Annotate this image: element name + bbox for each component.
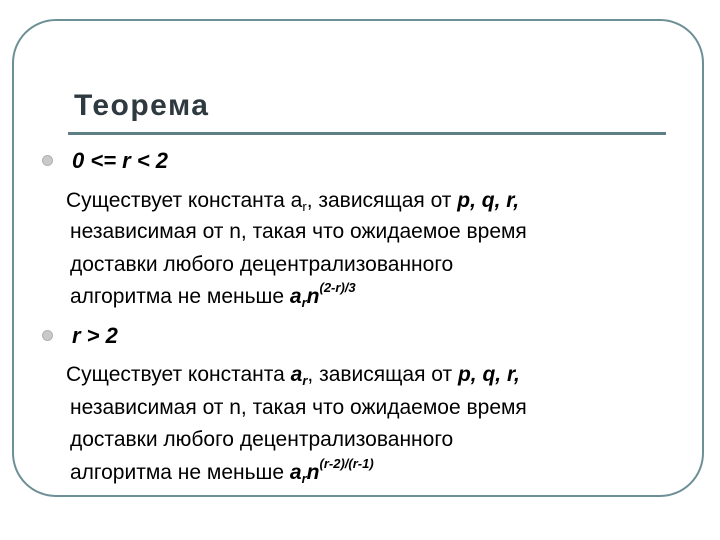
title-divider [68, 132, 666, 135]
constant-subscript: r [302, 373, 308, 388]
condition-heading: r > 2 [72, 323, 118, 348]
statement-text: , зависящая от [306, 189, 458, 212]
statement-text: алгоритма не меньше [70, 461, 290, 484]
constant-symbol: a [290, 189, 303, 212]
formula-exponent: (2-r)/3 [319, 280, 356, 295]
statement-line [66, 186, 519, 216]
statement-line [70, 458, 374, 488]
bullet-dot-icon [42, 155, 53, 166]
parameter-list: p, q, r, [457, 363, 520, 386]
formula-constant: a [289, 285, 302, 308]
bullet-dot-icon [42, 330, 53, 341]
statement-line: независимая от n, такая что ожидаемое время [70, 396, 527, 419]
formula-subscript: r [301, 295, 307, 310]
formula-base: n [306, 461, 320, 484]
statement-line [70, 282, 356, 312]
condition-heading: 0 <= r < 2 [72, 148, 169, 173]
statement-text: , зависящая от [307, 363, 458, 386]
statement-line: доставки любого децентрализованного [70, 253, 454, 276]
statement-line: доставки любого децентрализованного [70, 428, 454, 451]
parameter-list: p, q, r, [457, 189, 520, 212]
slide-title: Теорема [74, 89, 210, 122]
statement-line [66, 360, 520, 390]
formula-subscript: r [301, 471, 307, 486]
constant-subscript: r [302, 199, 307, 214]
statement-text: Существует константа [66, 363, 291, 386]
statement-text: алгоритма не меньше [70, 285, 290, 308]
statement-line: независимая от n, такая что ожидаемое время [70, 220, 527, 243]
formula-constant: a [289, 461, 302, 484]
statement-text: Существует константа [66, 189, 291, 212]
formula-base: n [306, 285, 320, 308]
formula-exponent: (r-2)/(r-1) [319, 456, 374, 471]
constant-symbol: a [290, 363, 303, 386]
